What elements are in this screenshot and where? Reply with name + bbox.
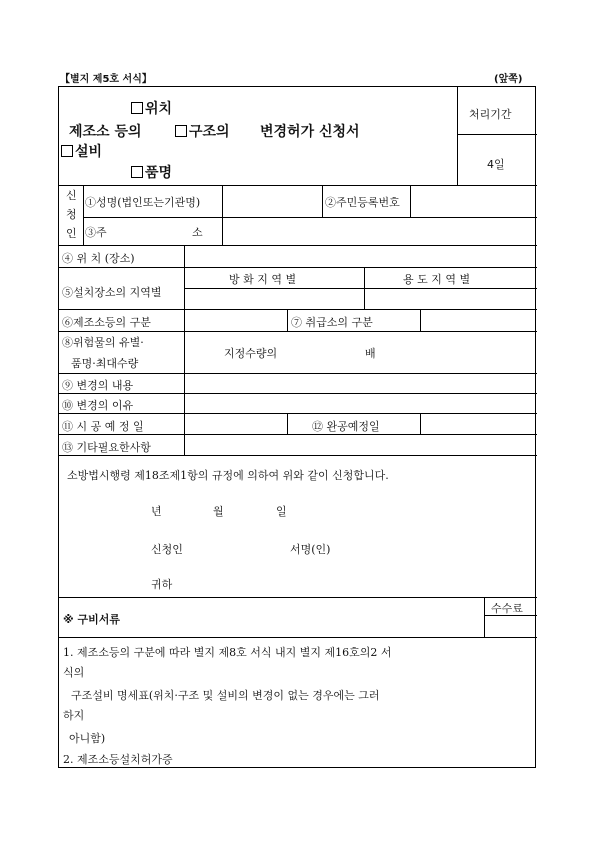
date-day: 일 <box>276 505 287 518</box>
title-option-structure: 구조의 <box>175 121 230 141</box>
checkbox-equipment[interactable] <box>61 145 73 157</box>
change-content-field[interactable] <box>187 375 535 391</box>
document-item-1-line-4: 하지 <box>63 709 85 722</box>
checkbox-location[interactable] <box>131 102 143 114</box>
address-field[interactable] <box>225 219 535 243</box>
construction-date-field[interactable] <box>187 415 285 432</box>
title-main-suffix: 변경허가 신청서 <box>260 124 360 140</box>
other-field[interactable] <box>187 436 535 453</box>
addressee-label: 귀하 <box>151 578 173 591</box>
completion-date-field[interactable] <box>423 415 535 432</box>
resident-number-field[interactable] <box>413 187 535 215</box>
processing-period-value: 4일 <box>487 158 505 171</box>
handling-type-label: ⑦ 취급소의 구분 <box>291 316 373 329</box>
use-region-field[interactable] <box>367 290 535 307</box>
document-item-1-line-5: 아니함) <box>69 732 106 745</box>
documents-heading: ※ 구비서류 <box>63 613 121 626</box>
name-field[interactable] <box>225 187 321 215</box>
applicant-char-2: 청 <box>66 208 77 221</box>
construction-date-label: ⑪ 시 공 예 정 일 <box>62 420 144 433</box>
document-item-1-line-1: 1. 제조소등의 구분에 따라 별지 제8호 서식 내지 별지 제16호의2 서 <box>63 646 392 659</box>
address-label: ③주 <box>85 226 107 239</box>
resident-number-label: ②주민등록번호 <box>325 196 400 209</box>
title-option-item: 품명 <box>131 162 172 182</box>
document-item-1-line-3: 구조설비 명세표(위치·구조 및 설비의 변경이 없는 경우에는 그러 <box>71 689 380 702</box>
region-label: ⑤설치장소의 지역별 <box>62 286 162 299</box>
completion-date-label: ⑫ 완공예정일 <box>312 420 380 433</box>
fee-field[interactable] <box>487 617 535 635</box>
fire-region-field[interactable] <box>187 290 362 307</box>
title-option-location: 위치 <box>131 98 172 118</box>
hazmat-label-a: ⑧위험물의 유별· <box>62 336 144 349</box>
date-year: 년 <box>151 505 162 518</box>
use-region-header: 용 도 지 역 별 <box>403 273 471 286</box>
form-number: 【별지 제5호 서식】 <box>60 74 152 85</box>
date-month: 월 <box>213 505 224 518</box>
change-reason-label: ⑩ 변경의 이유 <box>62 399 134 412</box>
times-label: 배 <box>365 347 376 360</box>
location-field[interactable] <box>187 247 535 265</box>
facility-type-label: ⑥제조소등의 구분 <box>62 316 151 329</box>
designated-quantity-label: 지정수량의 <box>224 347 278 360</box>
fire-region-header: 방 화 지 역 별 <box>229 273 297 286</box>
applicant-char-3: 인 <box>66 227 77 240</box>
page-side-label: (앞쪽) <box>494 74 523 85</box>
processing-period-label: 처리기간 <box>469 108 512 121</box>
checkbox-structure[interactable] <box>175 125 187 137</box>
name-label: ①성명(법인또는기관명) <box>85 196 201 209</box>
handling-type-field[interactable] <box>423 311 535 329</box>
checkbox-item[interactable] <box>131 166 143 178</box>
signature-label: 서명(인) <box>290 543 331 556</box>
declaration-text: 소방법시행령 제18조제1항의 규정에 의하여 위와 같이 신청합니다. <box>67 469 389 482</box>
facility-type-field[interactable] <box>187 311 285 329</box>
address-label-b: 소 <box>192 226 203 239</box>
fee-label: 수수료 <box>491 602 523 615</box>
document-item-1-line-2: 식의 <box>63 666 85 679</box>
title-option-equipment: 설비 <box>61 141 102 161</box>
other-label: ⑬ 기타필요한사항 <box>62 441 151 454</box>
hazmat-label-b: 품명·최대수량 <box>71 357 139 370</box>
applicant-char-1: 신 <box>66 189 77 202</box>
application-form <box>58 86 536 768</box>
applicant-signer-label: 신청인 <box>151 543 183 556</box>
document-item-2: 2. 제조소등설치허가증 <box>63 753 173 766</box>
location-label: ④ 위 치 (장소) <box>62 252 135 265</box>
change-content-label: ⑨ 변경의 내용 <box>62 379 134 392</box>
title-main-prefix: 제조소 등의 <box>69 124 142 140</box>
change-reason-field[interactable] <box>187 395 535 411</box>
